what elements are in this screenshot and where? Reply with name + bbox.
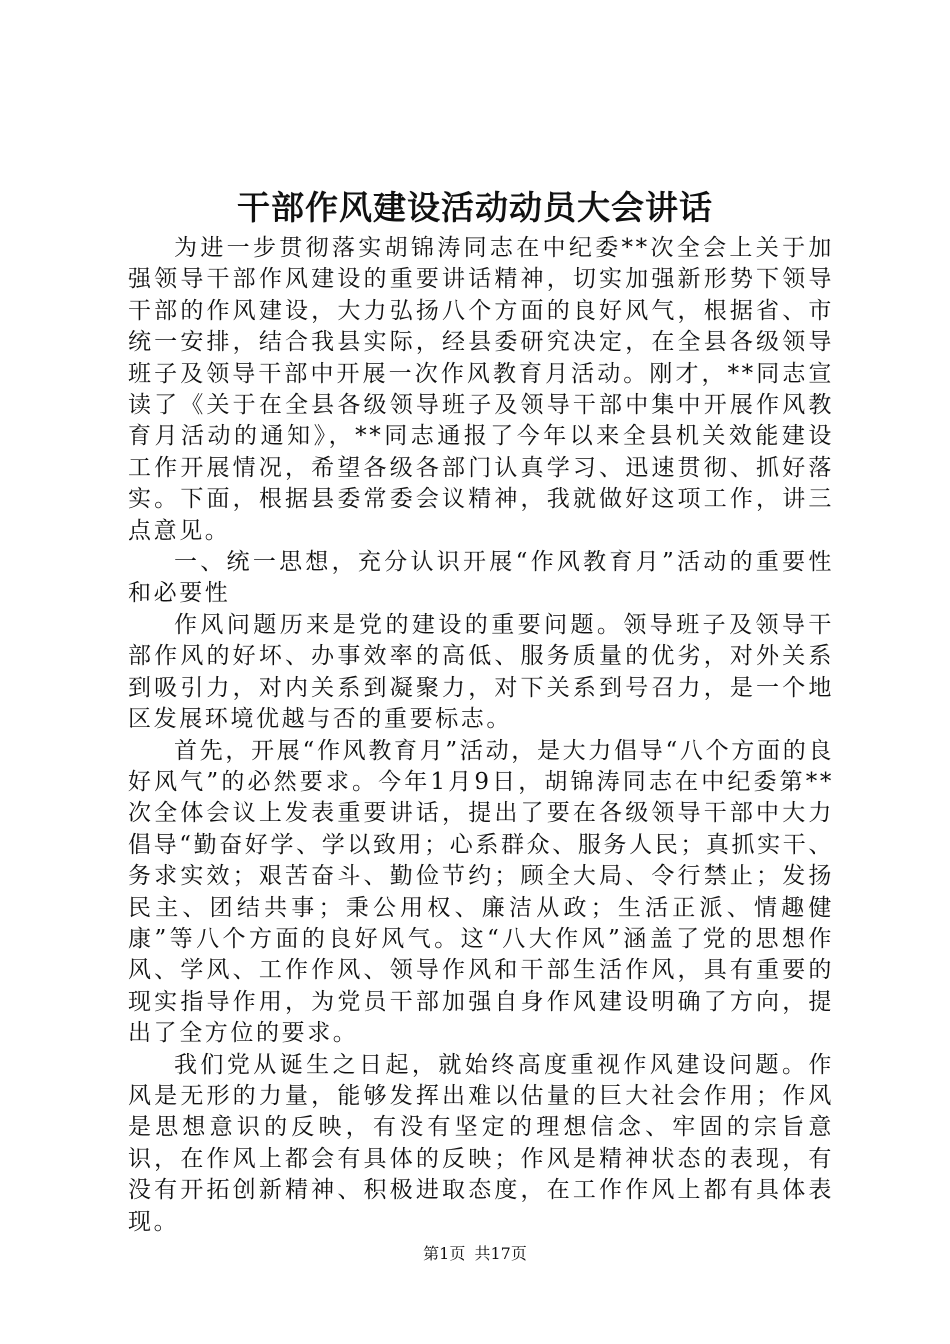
document-title: 干部作风建设活动动员大会讲话 bbox=[237, 188, 713, 227]
paragraph-style-importance: 作风问题历来是党的建设的重要问题。领导班子及领导干部作风的好坏、办事效率的高低、服务质量的优劣，对外关系到吸引力，对内关系到凝聚力，对下关系到号召力，是一个地区发展环境优越与否的重要标志。 bbox=[128, 611, 834, 733]
document-body bbox=[128, 233, 834, 1238]
page-number: 第1页 bbox=[423, 1244, 466, 1263]
paragraph-first-point: 首先，开展“作风教育月”活动，是大力倡导“八个方面的良好风气”的必然要求。今年1月9日，胡锦涛同志在中纪委第**次全体会议上发表重要讲话，提出了要在各级领导干部中大力倡导“勤奋好学、学以致用；心系群众、服务人民；真抓实干、务求实效；艰苦奋斗、勤俭节约；顾全大局、令行禁止；发扬民主、团结共事；秉公用权、廉洁从政；生活正派、情趣健康”等八个方面的良好风气。这“八大作风”涵盖了党的思想作风、学风、工作作风、领导作风和干部生活作风，具有重要的现实指导作用，为党员干部加强自身作风建设明确了方向，提出了全方位的要求。 bbox=[128, 737, 834, 1047]
page-total: 共17页 bbox=[474, 1244, 527, 1263]
page-footer bbox=[0, 1243, 950, 1265]
paragraph-intro: 为进一步贯彻落实胡锦涛同志在中纪委**次全会上关于加强领导干部作风建设的重要讲话精神，切实加强新形势下领导干部的作风建设，大力弘扬八个方面的良好风气，根据省、市统一安排，结合我县实际，经县委研究决定，在全县各级领导班子及领导干部中开展一次作风教育月活动。刚才，**同志宣读了《关于在全县各级领导班子及领导干部中集中开展作风教育月活动的通知》，**同志通报了今年以来全县机关效能建设工作开展情况，希望各级各部门认真学习、迅速贯彻、抓好落实。下面，根据县委常委会议精神，我就做好这项工作，讲三点意见。 bbox=[128, 235, 834, 544]
section-heading-1: 一、统一思想，充分认识开展“作风教育月”活动的重要性和必要性 bbox=[128, 549, 834, 607]
paragraph-party-history: 我们党从诞生之日起，就始终高度重视作风建设问题。作风是无形的力量，能够发挥出难以估量的巨大社会作用；作风是思想意识的反映，有没有坚定的理想信念、牢固的宗旨意识，在作风上都会有具体的反映；作风是精神状态的表现，有没有开拓创新精神、积极进取态度，在工作作风上都有具体表现。 bbox=[128, 1051, 834, 1235]
